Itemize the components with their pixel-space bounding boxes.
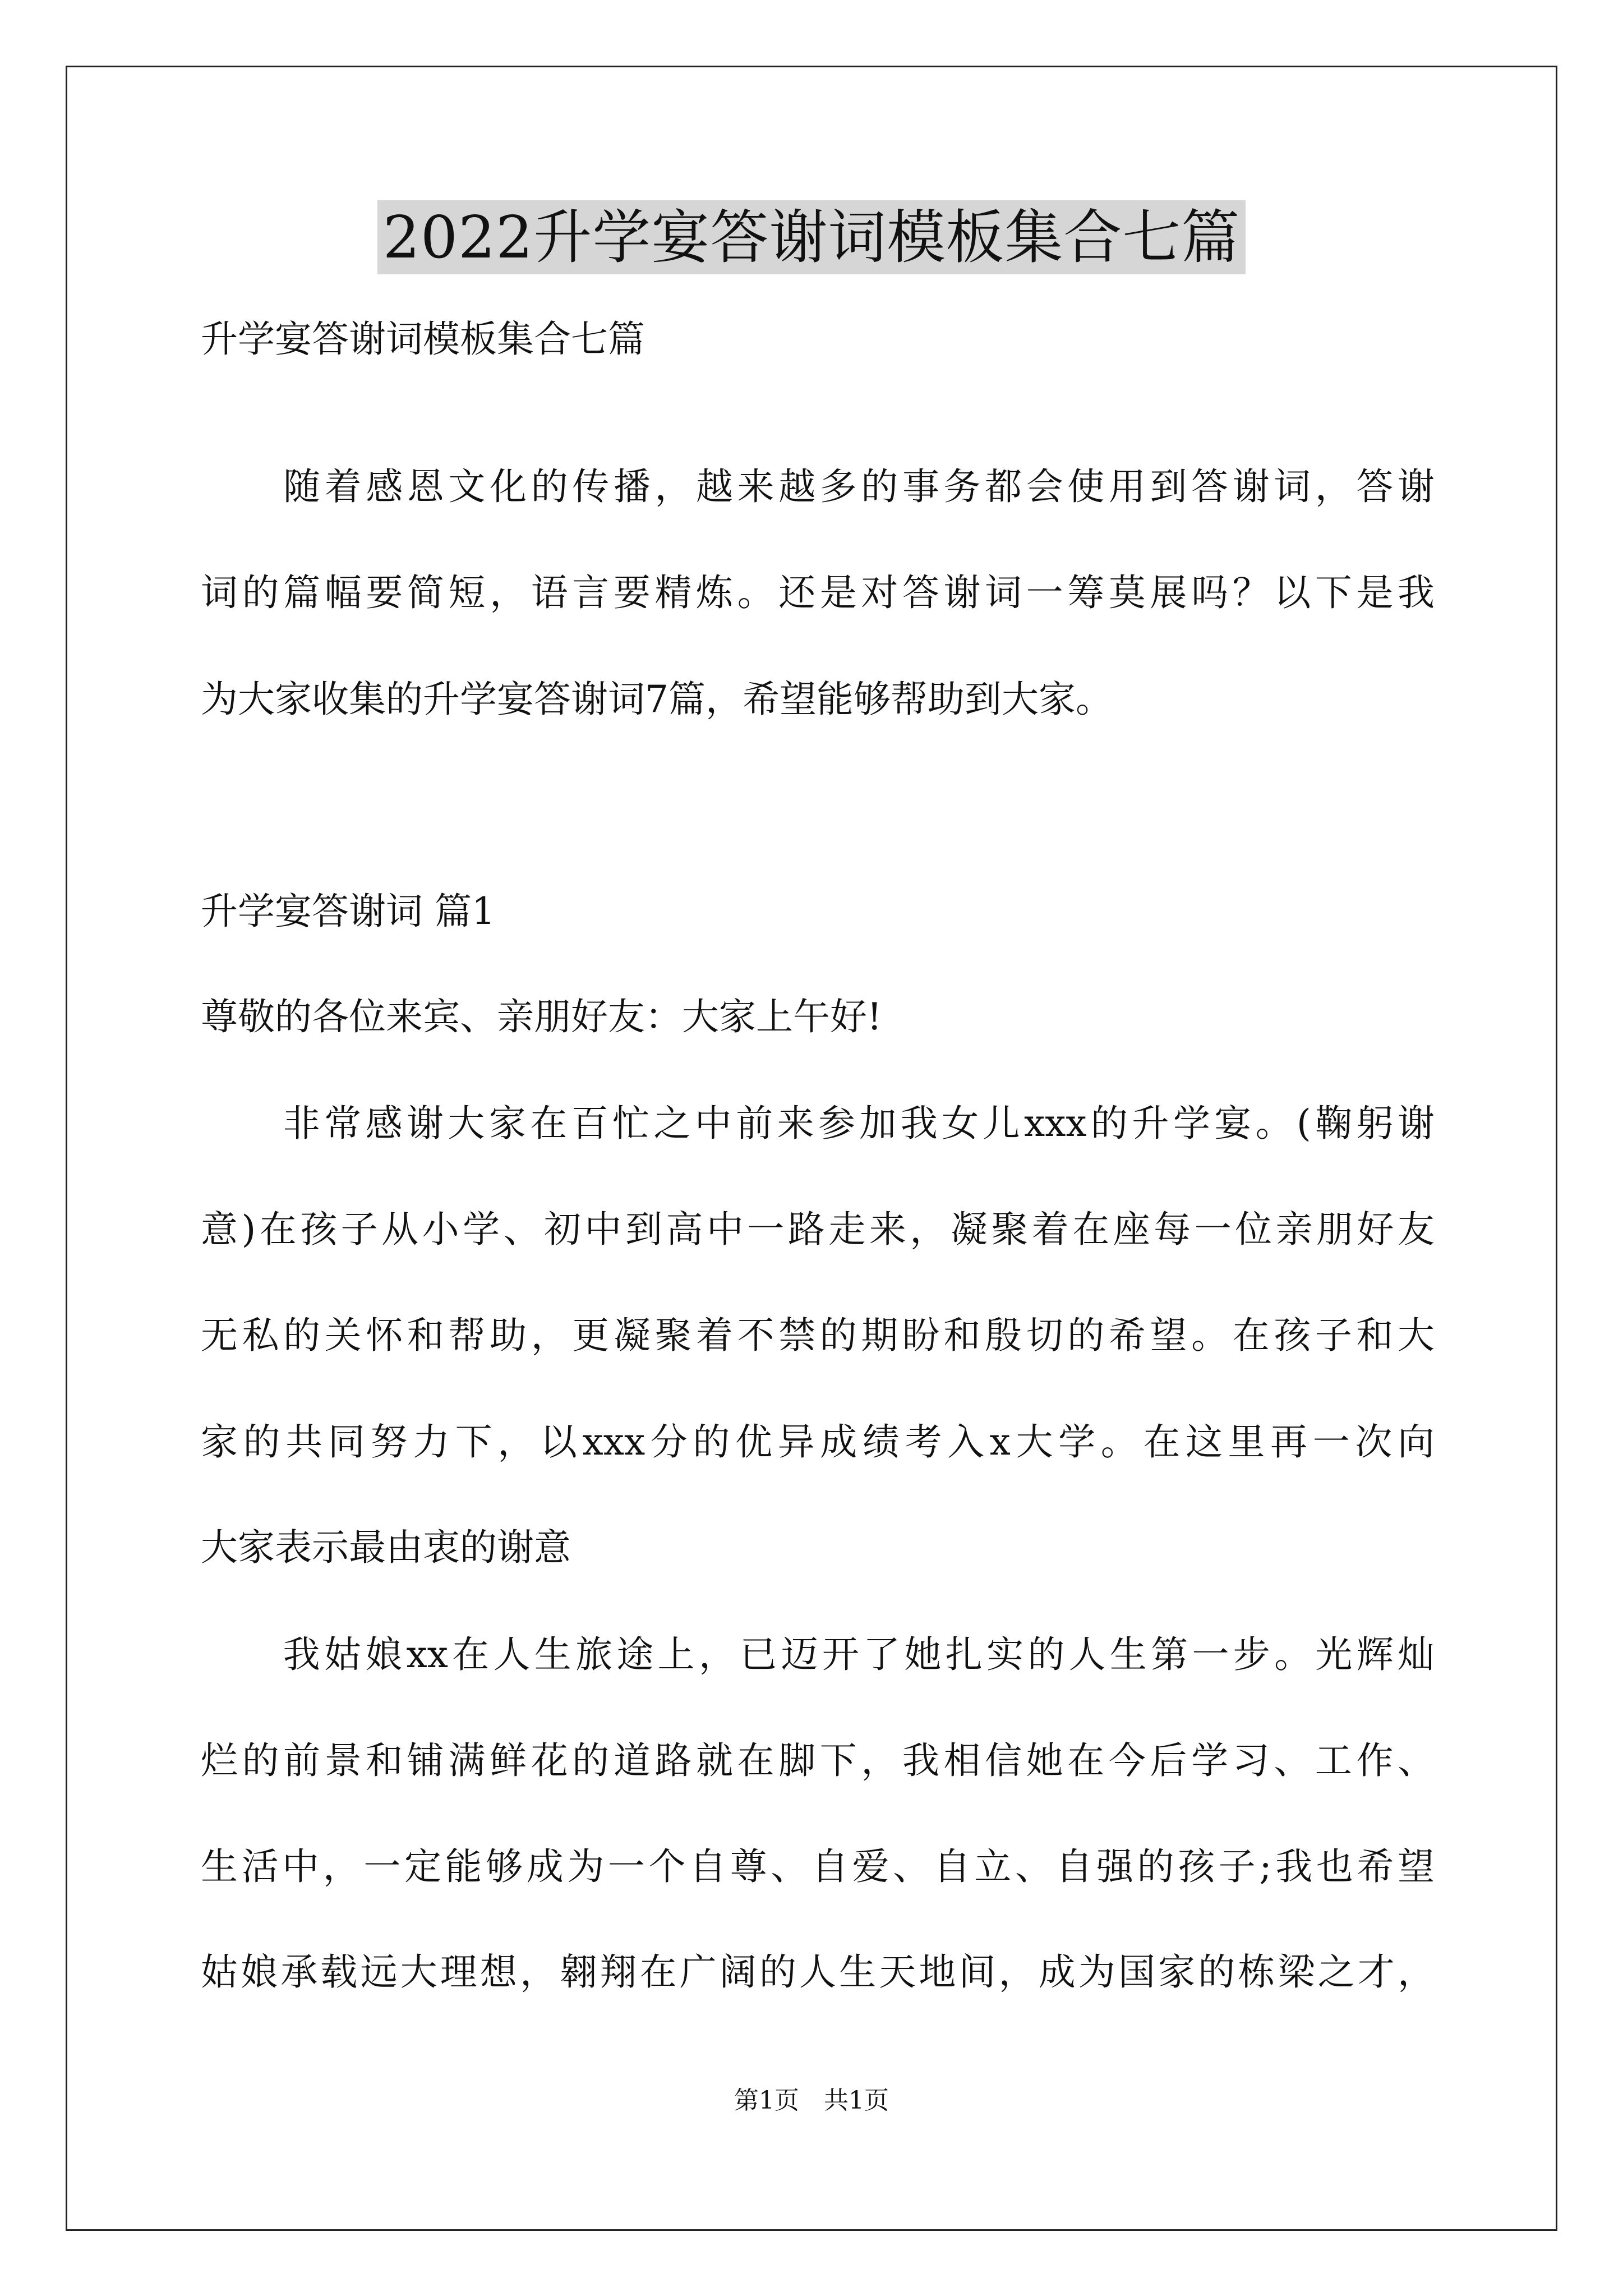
body-paragraph-2-line-3: 生活中，一定能够成为一个自尊、自爱、自立、自强的孩子;我也希望 [201,1845,1435,1888]
subtitle-line: 升学宴答谢词模板集合七篇 [201,318,645,361]
body-paragraph-2-line-1: 我姑娘xx在人生旅途上，已迈开了她扎实的人生第一步。光辉灿 [201,1633,1435,1676]
body-paragraph-1-line-2: 意)在孩子从小学、初中到高中一路走来，凝聚着在座每一位亲朋好友 [201,1208,1435,1251]
body-paragraph-1-line-5: 大家表示最由衷的谢意 [201,1526,571,1569]
body-paragraph-1-line-1: 非常感谢大家在百忙之中前来参加我女儿xxx的升学宴。(鞠躬谢 [201,1102,1435,1145]
document-title: 2022升学宴答谢词模板集合七篇 [377,200,1246,274]
intro-paragraph-line-2: 词的篇幅要简短，语言要精炼。还是对答谢词一筹莫展吗？以下是我 [201,571,1435,614]
body-paragraph-1-line-3: 无私的关怀和帮助，更凝聚着不禁的期盼和殷切的希望。在孩子和大 [201,1314,1435,1357]
body-paragraph-2-line-4: 姑娘承载远大理想，翱翔在广阔的人生天地间，成为国家的栋梁之才， [201,1950,1435,1994]
section-heading: 升学宴答谢词 篇1 [201,890,495,933]
body-paragraph-2-line-2: 烂的前景和铺满鲜花的道路就在脚下，我相信她在今后学习、工作、 [201,1739,1435,1782]
body-paragraph-1-line-4: 家的共同努力下，以xxx分的优异成绩考入x大学。在这里再一次向 [201,1420,1435,1464]
salutation-line: 尊敬的各位来宾、亲朋好友：大家上午好! [201,995,882,1038]
title-container [0,200,1623,274]
page-number-footer: 第1页 共1页 [734,2086,889,2115]
intro-paragraph-line-3: 为大家收集的升学宴答谢词7篇，希望能够帮助到大家。 [201,678,1113,721]
intro-paragraph-line-1: 随着感恩文化的传播，越来越多的事务都会使用到答谢词，答谢 [201,465,1435,508]
